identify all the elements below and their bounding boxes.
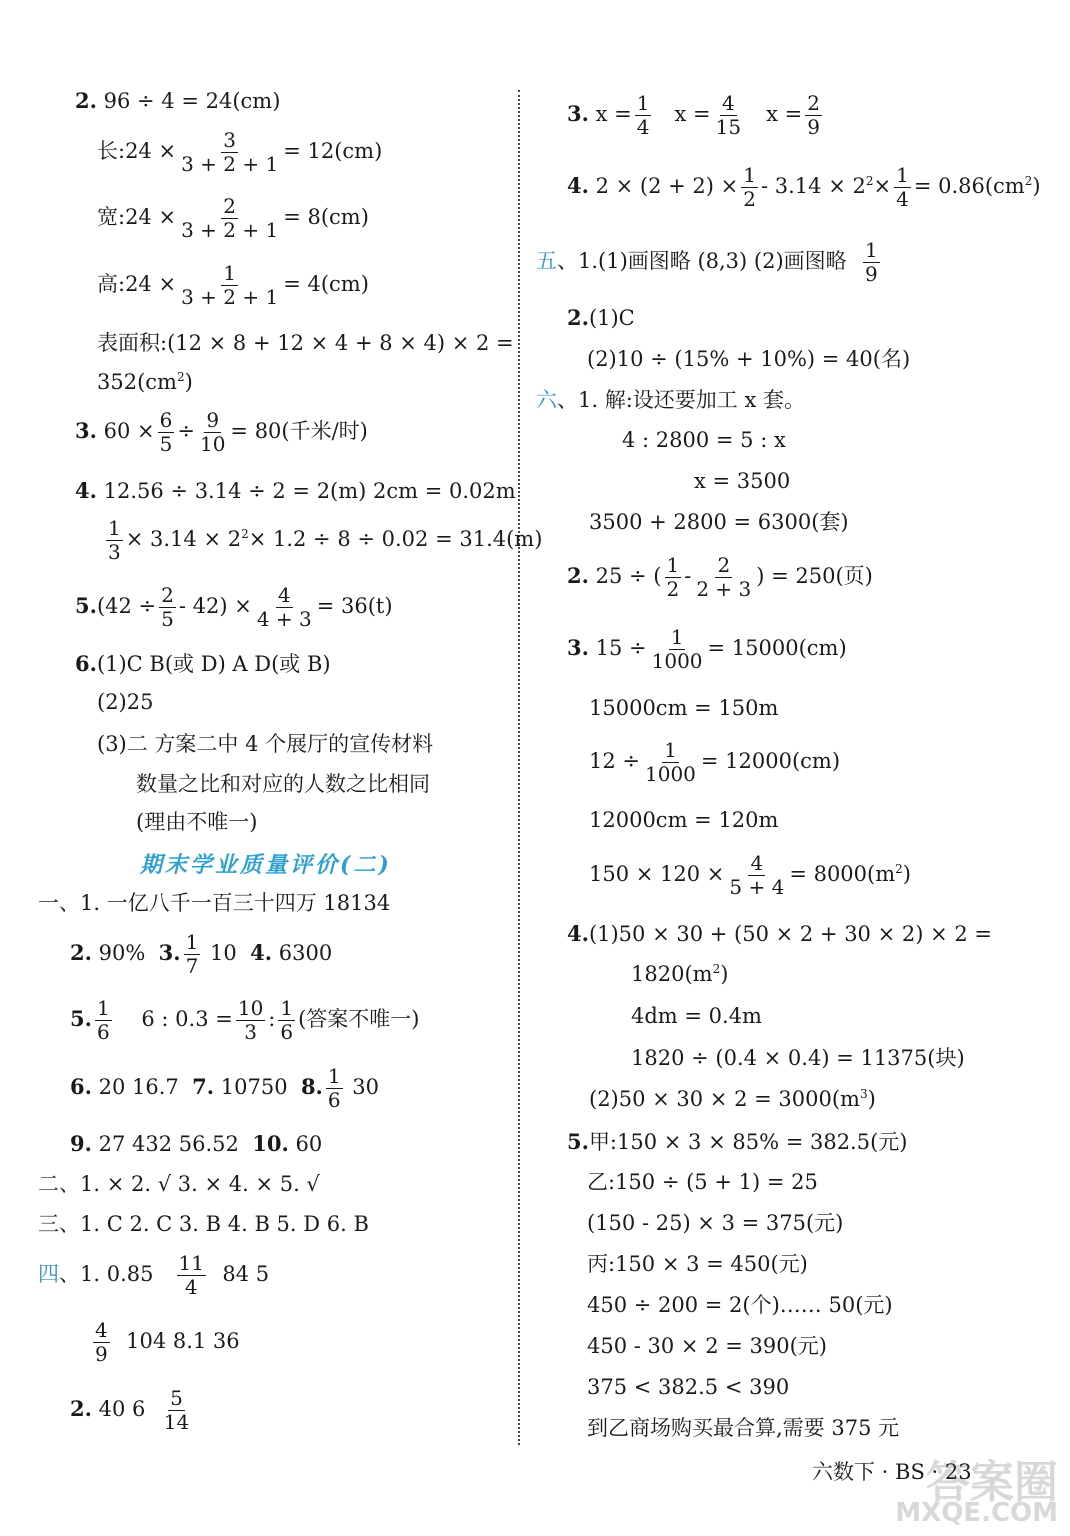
s6-q4-line1: 4.(1)50 × 30 + (50 × 2 + 30 × 2) × 2 = (567, 921, 992, 946)
s5-line3: (2)10 ÷ (15% + 10%) = 40(名) (587, 347, 911, 371)
s6-q5-line6: 450 - 30 × 2 = 390(元) (587, 1334, 827, 1358)
q4-right: 4. 2 × (2 + 2) × $\frac{1}{2}$ - $3.14 \times 2^2\times$ $\frac{1}{4}$ = $0.86(cm^2)$ (567, 163, 1041, 211)
watermark-url: MXQE.COM (895, 1498, 1058, 1528)
watermark (878, 1446, 1058, 1528)
q2-line1: 2. 96 ÷ 4 = 24(cm) (75, 88, 281, 113)
s6-q5-line8: 到乙商场购买最合算,需要 375 元 (587, 1416, 900, 1440)
s6-q3-line3: 12 ÷ $\frac{1}{1000}$ = 12000(cm) (589, 738, 841, 786)
s6-q4-line3: 4dm = 0.4m (631, 1004, 762, 1028)
q6-line3: (3)二 方案二中 4 个展厅的宣传材料 (97, 732, 434, 756)
s6-q2: 2. 25 ÷ ( $\frac{1}{2}$ - $\frac{2}{2 + 3}$ ) = 250(页) (567, 553, 873, 601)
q4-left-line2: $\frac{1}{3}$ × $3.14 \times 2^2\times 1.2 \div 8 \div 0.02 = 31.4(m)$ (108, 516, 543, 564)
q2-area-1: 表面积:(12 × 8 + 12 × 4 + 8 × 4) × 2 = (97, 331, 514, 355)
s6-line2: 4 : 2800 = 5 : x (622, 428, 786, 452)
s2-line: 二、1. × 2. √ 3. × 4. × 5. √ (38, 1172, 320, 1196)
s1-line1: 一、1. 一亿八千一百三十四万 18134 (38, 891, 391, 915)
q6-line4: 数量之比和对应的人数之比相同 (136, 772, 430, 796)
s6-q4-line4: 1820 ÷ (0.4 × 0.4) = 11375(块) (631, 1046, 965, 1070)
s6-q5-line2: 乙:150 ÷ (5 + 1) = 25 (587, 1170, 818, 1194)
s3-line: 三、1. C 2. C 3. B 4. B 5. D 6. B (38, 1212, 369, 1236)
s6-q3-line5: 150 × 120 × $\frac{4}{5 + 4}$ = $8000(m^2)$ (589, 851, 911, 899)
page-footer: 六数下 · BS · 23 (812, 1460, 972, 1484)
watermark-logo-text: 答案圈 (926, 1457, 1058, 1508)
s6-q5-line3: (150 - 25) × 3 = 375(元) (587, 1211, 844, 1235)
q3-left: 3. 60 × $\frac{6}{5}$ ÷ $\frac{9}{10}$ = 80(千米/时) (75, 408, 368, 456)
q4-left-line1: 4. 12.56 ÷ 3.14 ÷ 2 = 2(m) 2cm = 0.02m (75, 478, 516, 503)
s5-line2: 2.(1)C (567, 305, 635, 330)
s4-line2: $\frac{4}{9}$ 104 8.1 36 (95, 1318, 240, 1366)
s6-line3: x = 3500 (694, 469, 791, 493)
q3-right: 3. x = $\frac{1}{4}$ x = $\frac{4}{15}$ x = $\frac{2}{9}$ (567, 91, 820, 139)
column-divider (518, 90, 520, 1445)
s1-line2: 2. 90% 3. $\frac{1}{7}$ 10 4. 6300 (70, 930, 333, 978)
s1-line5: 9. 27 432 56.52 10. 60 (70, 1131, 323, 1156)
q6-line5: (理由不唯一) (136, 810, 258, 834)
s6-q5-line5: 450 ÷ 200 = 2(个)…… 50(元) (587, 1293, 893, 1317)
section-title: 期末学业质量评价(二) (140, 852, 392, 878)
s6-q5-line7: 375 < 382.5 < 390 (587, 1375, 790, 1399)
q2-height: 高:24 × $\frac{1}{3 + 2 + 1}$ = 4(cm) (97, 261, 369, 309)
q2-width: 宽:24 × $\frac{2}{3 + 2 + 1}$ = 8(cm) (97, 194, 369, 242)
s5-line1: 五、1.(1)画图略 (8,3) (2)画图略 $\frac{1}{9}$ (536, 238, 878, 286)
s6-q5-line1: 5.甲:150 × 3 × 85% = 382.5(元) (567, 1129, 908, 1154)
s4-line3: 2. 40 6 $\frac{5}{14}$ (70, 1386, 190, 1434)
q2-area-2: $352(cm^2)$ (97, 370, 193, 394)
q6-line1: 6.(1)C B(或 D) A D(或 B) (75, 651, 331, 676)
s6-q3-line2: 15000cm = 150m (589, 696, 779, 720)
s6-q4-line2: $1820(m^2)$ (631, 962, 729, 986)
s1-line4: 6. 20 16.7 7. 10750 8. $\frac{1}{6}$ 30 (70, 1064, 380, 1112)
s6-q5-line4: 丙:150 × 3 = 450(元) (587, 1252, 808, 1276)
s6-line1: 六、1. 解:设还要加工 x 套。 (536, 388, 805, 412)
s6-q4-line5: $(2)50 \times 30 \times 2 = 3000(m^3)$ (589, 1087, 876, 1111)
q6-line2: (2)25 (97, 690, 154, 714)
s1-line3: 5. $\frac{1}{6}$ 6 : 0.3 = $\frac{10}{3}$ : $\frac{1}{6}$ (答案不唯一) (70, 996, 420, 1044)
s6-q3-line4: 12000cm = 120m (589, 808, 779, 832)
q2-length: 长:24 × $\frac{3}{3 + 2 + 1}$ = 12(cm) (97, 128, 383, 176)
s4-line1: 四、1. 0.85 $\frac{11}{4}$ 84 5 (38, 1251, 270, 1299)
s6-q3-line1: 3. 15 ÷ $\frac{1}{1000}$ = 15000(cm) (567, 625, 847, 673)
q5-left: 5.(42 ÷ $\frac{2}{5}$ - 42) × $\frac{4}{4 + 3}$ = 36(t) (75, 583, 393, 631)
s6-line4: 3500 + 2800 = 6300(套) (589, 510, 849, 534)
